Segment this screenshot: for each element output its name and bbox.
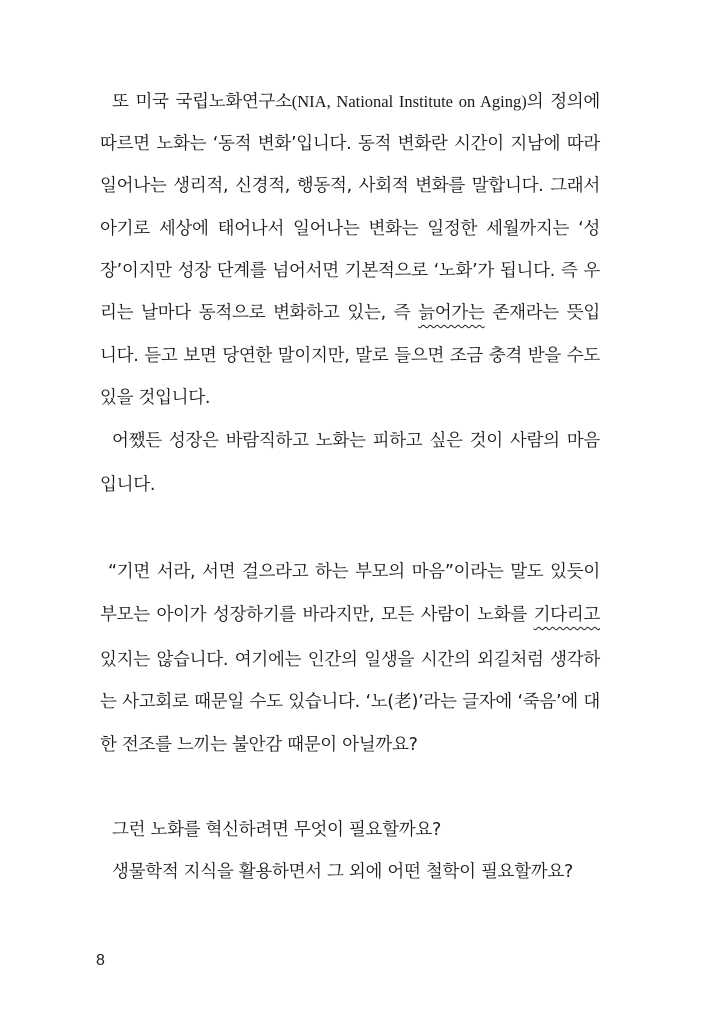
text-line: 장’이지만 성장 단계를 넘어서면 기본적으로 ‘노화’가 됩니다. 즉 우 [100,261,600,281]
text-line: 따르면 노화는 ‘동적 변화’입니다. 동적 변화란 시간이 지남에 따라 [100,134,600,154]
latin-text-span: (NIA, National Institute on Aging) [291,92,527,111]
text-line: 한 전조를 느끼는 불안감 때문이 아닐까요? [100,735,418,755]
text-line: 는 사고회로 때문일 수도 있습니다. ‘노(老)’라는 글자에 ‘죽음’에 대 [100,692,600,712]
text-line: 어쨌든 성장은 바람직하고 노화는 피하고 싶은 것이 사람의 마음 [112,431,600,451]
text-line: 니다. 듣고 보면 당연한 말이지만, 말로 들으면 조금 충격 받을 수도 [100,346,600,366]
text-line: “기면 서라, 서면 걸으라고 하는 부모의 마음”이라는 말도 있듯이 [108,562,600,582]
text-line: 입니다. [100,475,156,495]
text-line: 그런 노화를 혁신하려면 무엇이 필요할까요? [112,820,441,840]
text-line [100,299,600,327]
text-line: 있지는 않습니다. 여기에는 인간의 일생을 시간의 외길처럼 생각하 [100,650,600,670]
text-line: 일어나는 생리적, 신경적, 행동적, 사회적 변화를 말합니다. 그래서 [100,176,600,196]
page-number: 8 [96,952,105,969]
text-line [100,601,600,629]
text-line: 생물학적 지식을 활용하면서 그 외에 어떤 철학이 필요할까요? [112,862,573,882]
text-line [112,88,600,116]
wavy-underlined-text: 늙어가는 [418,303,485,323]
text-span: 부모는 아이가 성장하기를 바라지만, 모든 사람이 노화를 [100,605,534,625]
text-line: 있을 것입니다. [100,388,211,408]
text-span: 존재라는 뜻입 [484,303,600,323]
wavy-underlined-text: 기다리고 [533,605,600,625]
text-line: 아기로 세상에 태어나서 일어나는 변화는 일정한 세월까지는 ‘성 [100,219,600,239]
text-span: 또 미국 국립노화연구소 [112,92,292,112]
text-span: 리는 날마다 동적으로 변화하고 있는, 즉 [100,303,419,323]
text-span: 의 정의에 [526,92,601,112]
